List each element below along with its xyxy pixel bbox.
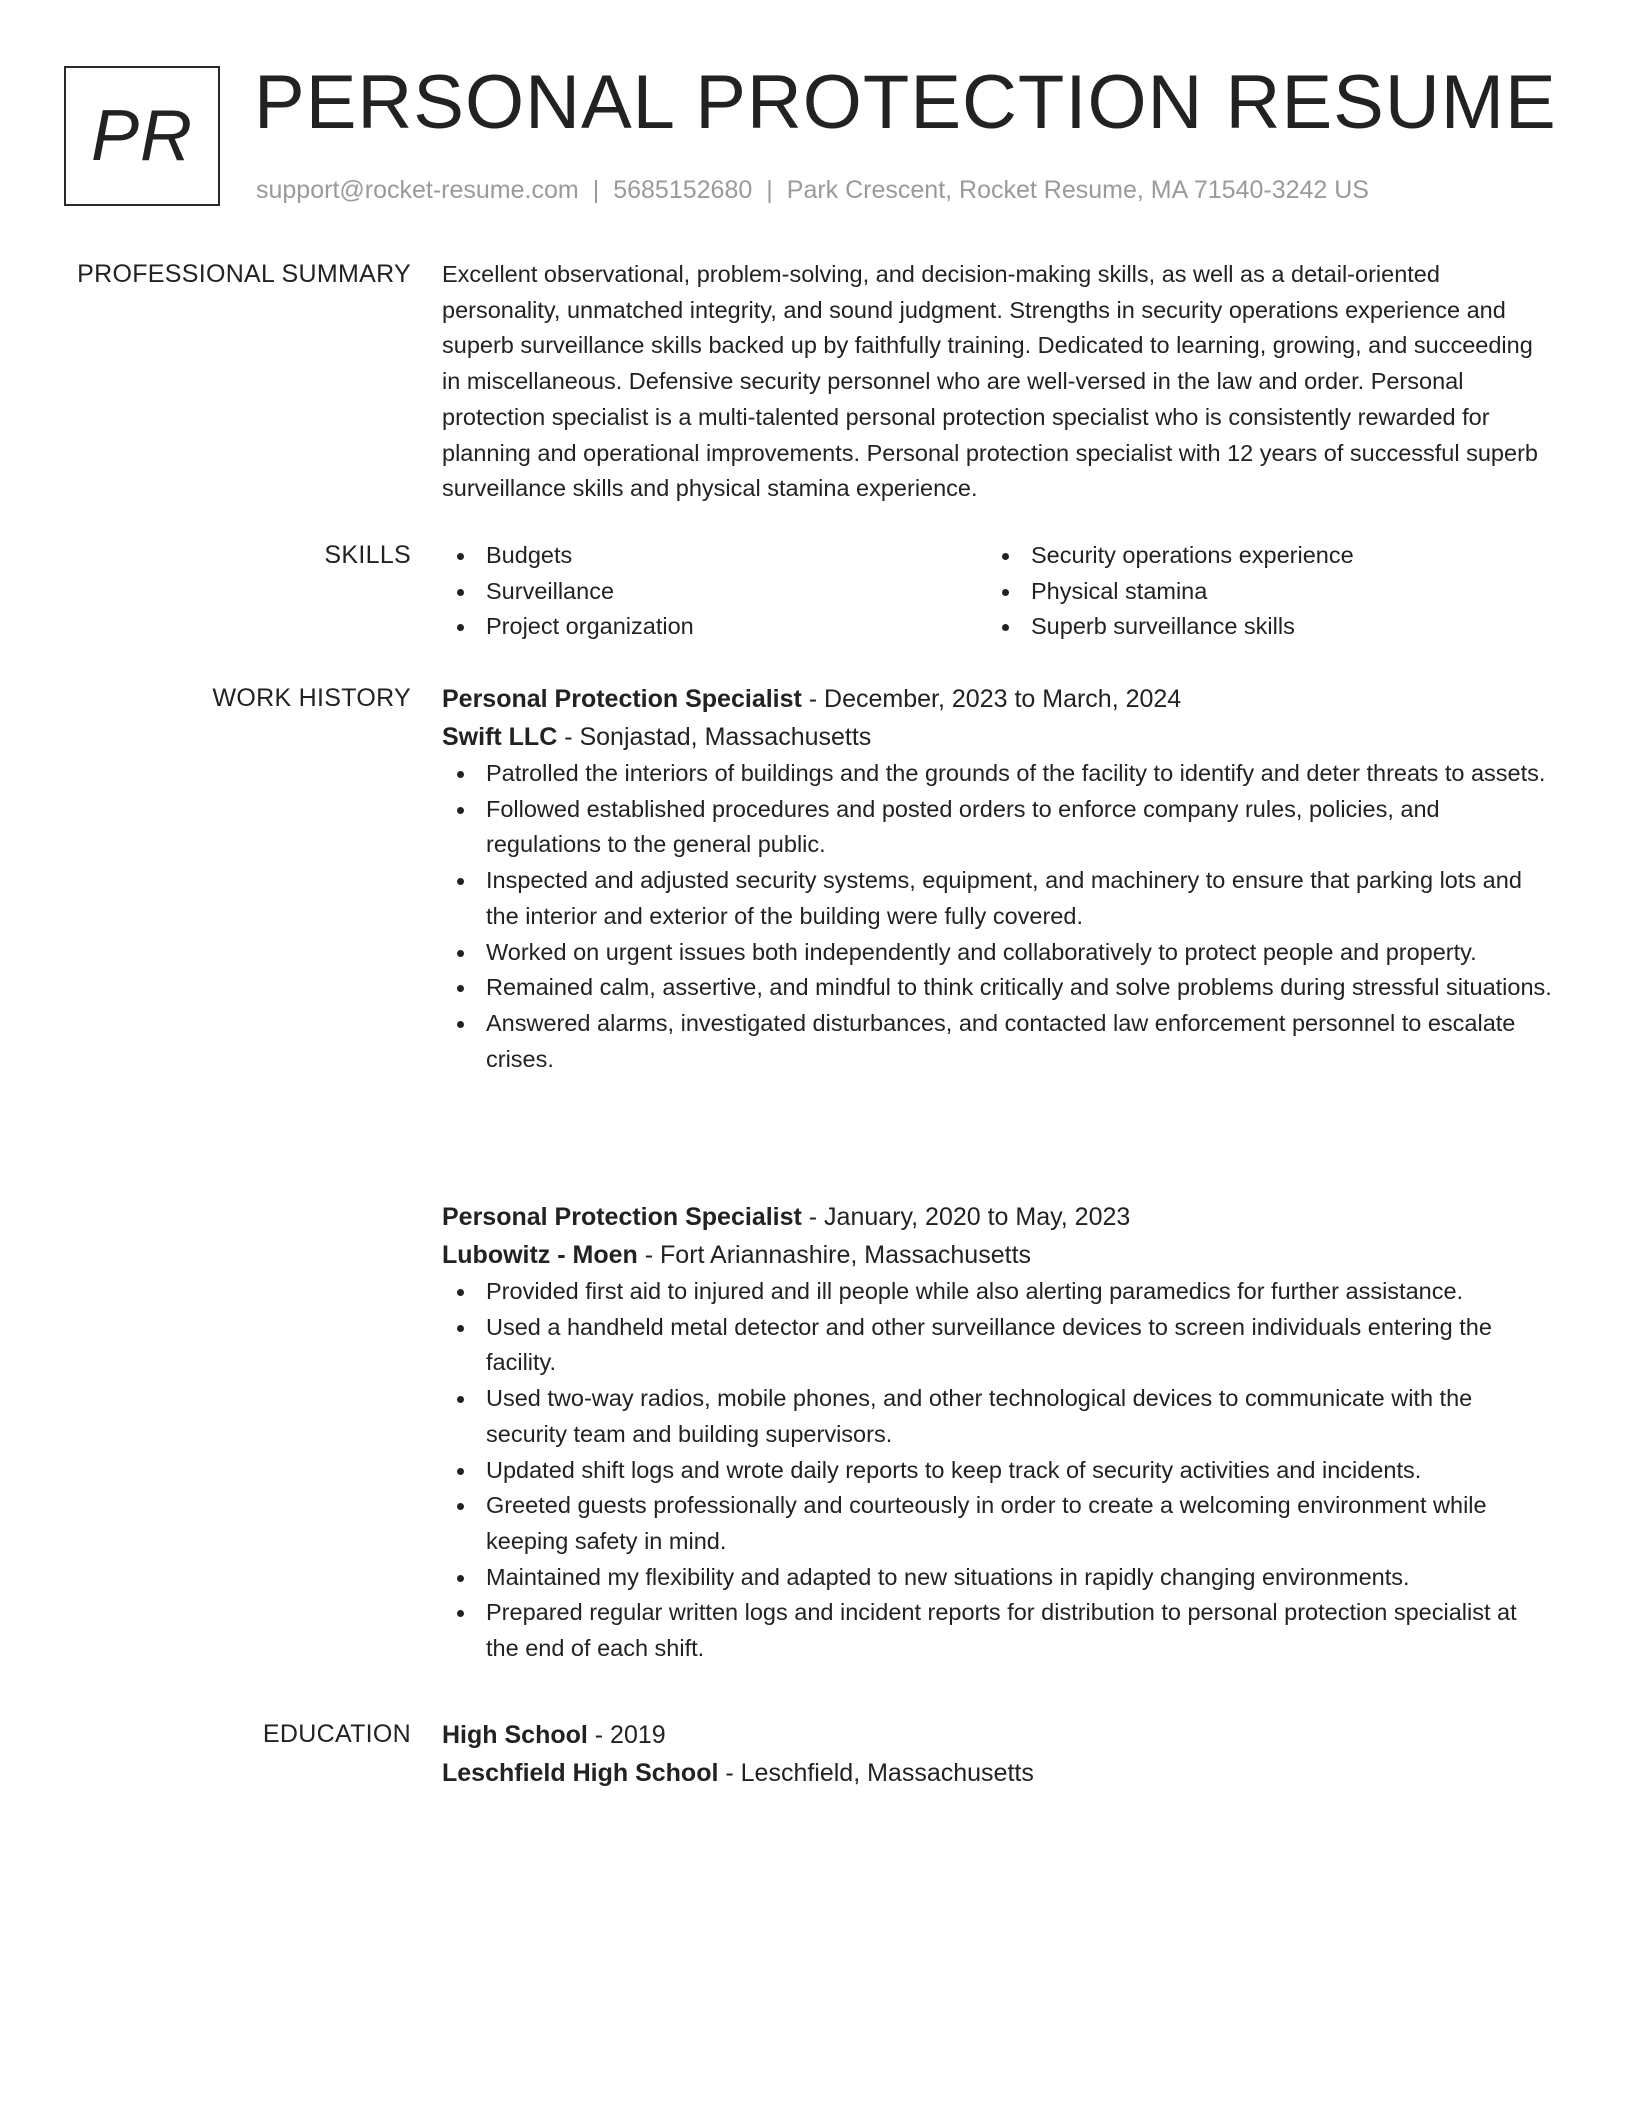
- job-bullet: Remained calm, assertive, and mindful to think critically and solve problems during stressful situations.: [442, 970, 1552, 1006]
- company-line: [442, 1236, 1552, 1274]
- job-entry: [442, 1198, 1552, 1667]
- company-line: [442, 718, 1552, 756]
- job-dates: - December, 2023 to March, 2024: [801, 685, 1182, 713]
- degree: High School: [442, 1721, 588, 1749]
- section-label-summary: PROFESSIONAL SUMMARY: [77, 260, 411, 288]
- section-label-education: EDUCATION: [262, 1720, 411, 1748]
- school-line: [442, 1754, 1552, 1792]
- job-bullet: Followed established procedures and posted orders to enforce company rules, policies, and regulations to the general public.: [442, 792, 1552, 863]
- contact-line: [256, 172, 1369, 208]
- contact-email: support@rocket-resume.com: [256, 176, 579, 204]
- job-bullet: Used two-way radios, mobile phones, and other technological devices to communicate with the security team and building supervisors.: [442, 1381, 1552, 1452]
- skill-item: Project organization: [442, 609, 987, 645]
- skills-list-left: [442, 538, 987, 645]
- job-title-line: [442, 1198, 1552, 1236]
- company-location: - Fort Ariannashire, Massachusetts: [637, 1241, 1032, 1269]
- monogram: PR: [64, 66, 220, 206]
- section-label-skills: SKILLS: [324, 541, 411, 569]
- job-bullet: Used a handheld metal detector and other surveillance devices to screen individuals entering the facility.: [442, 1310, 1552, 1381]
- skills-list-right: [987, 538, 1532, 645]
- skill-item: Physical stamina: [987, 574, 1532, 610]
- job-bullet: Updated shift logs and wrote daily reports to keep track of security activities and incidents.: [442, 1453, 1552, 1489]
- skills-body: [442, 538, 1552, 645]
- job-bullet: Worked on urgent issues both independently and collaboratively to protect people and property.: [442, 935, 1552, 971]
- job-bullet: Maintained my flexibility and adapted to new situations in rapidly changing environments.: [442, 1560, 1552, 1596]
- company-location: - Sonjastad, Massachusetts: [557, 723, 872, 751]
- summary-text: Excellent observational, problem-solving, and decision-making skills, as well as a detail-oriented personality, unmatched integrity, and sound judgment. Strengths in security operations experience and superb surveillance skills backed up by faithfully training. Dedicated to learning, growing, and succeeding in miscellaneous. Defensive security personnel who are well-versed in the law and order. Personal protection specialist is a multi-talented personal protection specialist who is consistently rewarded for planning and operational improvements. Personal protection specialist with 12 years of successful superb surveillance skills and physical stamina experience.: [442, 261, 1538, 502]
- job-bullet: Answered alarms, investigated disturbances, and contacted law enforcement personnel to escalate crises.: [442, 1006, 1552, 1077]
- job-bullet: Provided first aid to injured and ill people while also alerting paramedics for further assistance.: [442, 1274, 1552, 1310]
- job-bullet: Patrolled the interiors of buildings and the grounds of the facility to identify and deter threats to assets.: [442, 756, 1552, 792]
- company-name: Lubowitz - Moen: [442, 1241, 638, 1269]
- school-location: - Leschfield, Massachusetts: [718, 1759, 1034, 1787]
- school-name: Leschfield High School: [442, 1759, 719, 1787]
- contact-address: Park Crescent, Rocket Resume, MA 71540-3242 US: [786, 176, 1369, 204]
- job-bullet: Greeted guests professionally and courteously in order to create a welcoming environment while keeping safety in mind.: [442, 1488, 1552, 1559]
- section-label-work-history: WORK HISTORY: [212, 684, 411, 712]
- job-title-line: [442, 680, 1552, 718]
- skill-item: Security operations experience: [987, 538, 1532, 574]
- graduation-year: - 2019: [587, 1721, 666, 1749]
- job-title: Personal Protection Specialist: [442, 1203, 802, 1231]
- job-bullet: Prepared regular written logs and incident reports for distribution to personal protection specialist at the end of each shift.: [442, 1595, 1552, 1666]
- job-bullet-list: [442, 1274, 1552, 1667]
- education-body: [442, 1716, 1552, 1792]
- contact-separator: |: [592, 176, 600, 204]
- degree-line: [442, 1716, 1552, 1754]
- job-bullet: Inspected and adjusted security systems, equipment, and machinery to ensure that parking lots and the interior and exterior of the building were fully covered.: [442, 863, 1552, 934]
- job-dates: - January, 2020 to May, 2023: [801, 1203, 1131, 1231]
- company-name: Swift LLC: [442, 723, 558, 751]
- contact-separator: |: [766, 176, 773, 204]
- job-title: Personal Protection Specialist: [442, 685, 802, 713]
- skill-item: Superb surveillance skills: [987, 609, 1532, 645]
- skill-item: Surveillance: [442, 574, 987, 610]
- skills-grid: [442, 538, 1552, 645]
- job-bullet-list: [442, 756, 1552, 1077]
- job-entry: [442, 680, 1552, 1077]
- summary-body: [442, 257, 1552, 507]
- skill-item: Budgets: [442, 538, 987, 574]
- page-title: PERSONAL PROTECTION RESUME: [254, 60, 1557, 145]
- contact-phone: 5685152680: [613, 176, 753, 204]
